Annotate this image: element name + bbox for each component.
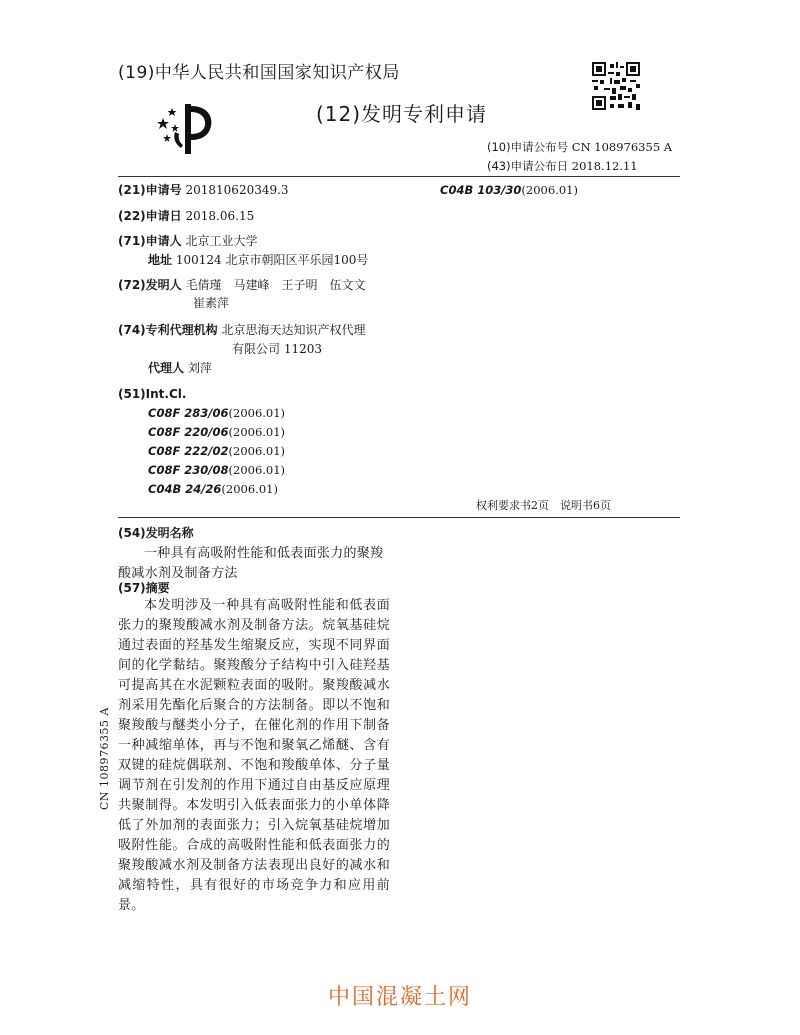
inventors-line2: 崔素萍 bbox=[193, 296, 230, 310]
patent-office-emblem-icon bbox=[155, 98, 217, 156]
abstract-text: 本发明涉及一种具有高吸附性能和低表面张力的聚羧酸减水剂及制备方法。烷氧基硅烷通过表面的羟基发生缩聚反应，实现不同界面间的化学黏结。聚羧酸分子结构中引入硅羟基可提高其在水泥颗粒表面的吸附。聚羧酸减水剂采用先酯化后聚合的方法制备。即以不饱和聚羧酸与醚类小分子，在催化剂的作用下制备一种减缩单体，再与不饱和聚氧乙烯醚、含有双键的硅烷偶联剂、不饱和羧酸单体、分子量调节剂在引发剂的作用下通过自由基反应原理共聚制得。本发明引入低表面张力的小单体降低了外加剂的表面张力；引入烷氧基硅烷增加吸附性能。合成的高吸附性能和低表面张力的聚羧酸减水剂及制备方法表现出良好的减水和减缩特性，具有很好的市场竞争力和应用前景。 bbox=[118, 598, 390, 913]
intcl-version: (2006.01) bbox=[221, 482, 278, 496]
ipc-top-row bbox=[440, 182, 578, 198]
inventor-row bbox=[118, 277, 366, 293]
intcl-code: C04B 24/26 bbox=[148, 482, 222, 496]
application-number: 201810620349.3 bbox=[185, 183, 289, 197]
publication-number-row bbox=[487, 139, 672, 155]
publication-date: 2018.12.11 bbox=[571, 159, 638, 173]
intcl-item bbox=[148, 405, 285, 421]
intcl-label-text: (51)Int.Cl. bbox=[118, 387, 187, 401]
publication-date-row bbox=[487, 158, 638, 174]
intcl-version: (2006.01) bbox=[228, 463, 286, 477]
application-date-label: (22)申请日 bbox=[118, 209, 182, 223]
agency-row bbox=[118, 322, 366, 338]
agent-row bbox=[148, 360, 212, 376]
abstract-label: (57)摘要 bbox=[118, 581, 170, 595]
inventors: 毛倩瑾 马建峰 王子明 伍文文 bbox=[185, 278, 366, 292]
agency-label: (74)专利代理机构 bbox=[118, 323, 218, 337]
intcl-code: C08F 230/08 bbox=[148, 463, 229, 477]
page-count: 权利要求书2页 说明书6页 bbox=[476, 499, 611, 512]
agency-line2: 有限公司 11203 bbox=[232, 342, 322, 356]
agent: 刘萍 bbox=[187, 361, 212, 375]
applicant-label: (71)申请人 bbox=[118, 234, 182, 248]
intcl-version: (2006.01) bbox=[228, 444, 286, 458]
intcl-item bbox=[148, 424, 285, 440]
intcl-version: (2006.01) bbox=[228, 406, 286, 420]
application-number-row bbox=[118, 182, 289, 198]
application-date: 2018.06.15 bbox=[185, 209, 255, 223]
intcl-item bbox=[148, 462, 285, 478]
intcl-version: (2006.01) bbox=[228, 425, 286, 439]
application-date-row bbox=[118, 208, 254, 224]
inventor-label: (72)发明人 bbox=[118, 278, 182, 292]
divider-middle bbox=[118, 517, 680, 518]
ipc-top-version: (2006.01) bbox=[521, 183, 578, 197]
agency: 北京思海天达知识产权代理 bbox=[221, 323, 366, 337]
intcl-code: C08F 283/06 bbox=[148, 406, 229, 420]
address: 100124 北京市朝阳区平乐园100号 bbox=[175, 253, 369, 267]
invention-title: 一种具有高吸附性能和低表面张力的聚羧酸减水剂及制备方法 bbox=[118, 546, 384, 581]
publication-number: CN 108976355 A bbox=[571, 140, 673, 154]
ipc-top-code: C04B 103/30 bbox=[440, 183, 522, 197]
qr-code-icon bbox=[592, 62, 640, 110]
publication-date-label: (43)申请公布日 bbox=[487, 159, 569, 173]
watermark: 中国混凝土网 bbox=[327, 985, 472, 1010]
agent-label: 代理人 bbox=[148, 361, 185, 375]
document-type: (12)发明专利申请 bbox=[316, 102, 488, 126]
side-publication-number: CN 108976355 A bbox=[98, 707, 111, 810]
divider-top bbox=[118, 176, 680, 177]
intcl-code: C08F 220/06 bbox=[148, 425, 229, 439]
intcl-code: C08F 222/02 bbox=[148, 444, 229, 458]
address-label: 地址 bbox=[148, 253, 173, 267]
application-number-label: (21)申请号 bbox=[118, 183, 182, 197]
intcl-label bbox=[118, 386, 186, 402]
applicant-row bbox=[118, 233, 258, 249]
office-name: (19)中华人民共和国国家知识产权局 bbox=[118, 63, 400, 83]
address-row bbox=[148, 252, 368, 268]
intcl-item bbox=[148, 481, 278, 497]
intcl-item bbox=[148, 443, 285, 459]
publication-number-label: (10)申请公布号 bbox=[487, 140, 569, 154]
applicant: 北京工业大学 bbox=[185, 234, 258, 248]
invention-title-label: (54)发明名称 bbox=[118, 526, 194, 540]
